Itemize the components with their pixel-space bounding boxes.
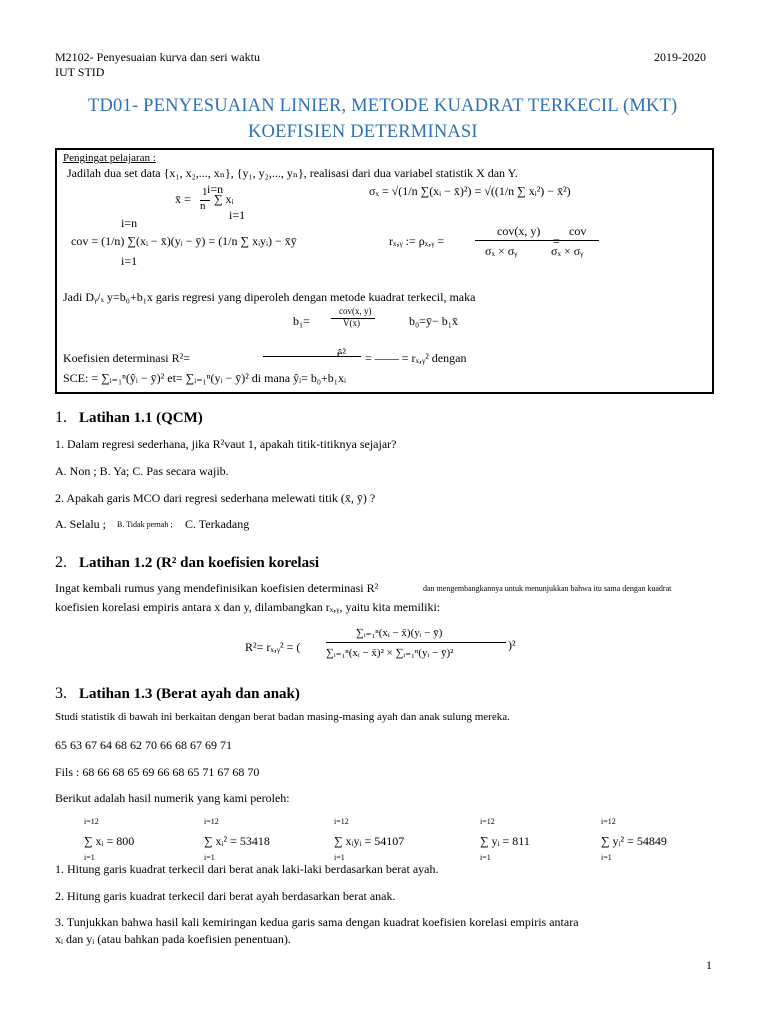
mean-sum-top: i=n bbox=[207, 182, 224, 196]
sum-2: ∑ xᵢ² = 53418 bbox=[204, 834, 270, 848]
cov-sum-top: i=n bbox=[121, 216, 138, 230]
reminder-heading: Pengingat pelajaran : bbox=[63, 152, 156, 164]
corr-num2: cov bbox=[569, 224, 587, 238]
section-2-title: Latihan 1.2 (R² dan koefisien korelasi bbox=[79, 555, 320, 571]
s3-question-3-cont: xᵢ dan yᵢ (atau bahkan pada koefisien penentuan). bbox=[55, 932, 291, 946]
r2-eq: = —— = rₓ,ᵧ² dengan bbox=[365, 351, 467, 365]
regression-line: Jadi Dᵧ/ₓ y=b₀+b₁x garis regresi yang diperoleh dengan metode kuadrat terkecil, maka bbox=[63, 290, 476, 304]
b1-num: cov(x, y) bbox=[339, 306, 372, 316]
sd-formula: σₓ = √(1/n ∑(xᵢ − x̄)²) = √((1/n ∑ xᵢ²) − x̄²) bbox=[369, 184, 571, 198]
mean-label: x̄ = bbox=[175, 192, 191, 206]
sum-3-top: i=12 bbox=[334, 817, 349, 826]
s3-intro: Studi statistik di bawah ini berkaitan dengan berat badan masing-masing ayah dan anak sulung mereka. bbox=[55, 711, 510, 723]
sum-1-top: i=12 bbox=[84, 817, 99, 826]
s2-formula-num: ∑ᵢ₌₁ⁿ(xᵢ − x̄)(yᵢ − ȳ) bbox=[356, 627, 443, 639]
s3-sons-data: Fils : 68 66 68 65 69 66 68 65 71 67 68 70 bbox=[55, 765, 260, 779]
page-number: 1 bbox=[706, 958, 712, 972]
mean-sum-bot: i=1 bbox=[229, 208, 246, 222]
mean-frac-num: 1 bbox=[202, 186, 208, 198]
academic-year: 2019-2020 bbox=[654, 50, 706, 64]
page-subtitle: KOEFISIEN DETERMINASI bbox=[248, 122, 478, 142]
sum-3: ∑ xᵢyᵢ = 54107 bbox=[334, 834, 405, 848]
sum-5-top: i=12 bbox=[601, 817, 616, 826]
s3-question-2: 2. Hitung garis kuadrat terkecil dari berat ayah berdasarkan berat anak. bbox=[55, 889, 396, 903]
sum-4-bot: i=1 bbox=[480, 853, 491, 862]
s2-formula-prefix: R²= rₓ,ᵧ² = ( bbox=[245, 640, 301, 654]
r2-top: ê² bbox=[337, 346, 346, 360]
mean-frac-den: n bbox=[200, 200, 206, 212]
r2-prefix: Koefisien determinasi R²= bbox=[63, 351, 191, 365]
sce-line: SCE: = ∑ᵢ₌₁ⁿ(ŷᵢ − ȳ)² et= ∑ᵢ₌₁ⁿ(yᵢ − ȳ)² di mana ŷᵢ= b₀+b₁xᵢ bbox=[63, 371, 346, 385]
sum-4: ∑ yᵢ = 811 bbox=[480, 834, 530, 848]
sum-1: ∑ xᵢ = 800 bbox=[84, 834, 135, 848]
sum-2-top: i=12 bbox=[204, 817, 219, 826]
sum-4-top: i=12 bbox=[480, 817, 495, 826]
section-1-number: 1. bbox=[55, 409, 67, 426]
s3-question-1: 1. Hitung garis kuadrat terkecil dari berat anak laki-laki berdasarkan berat ayah. bbox=[55, 862, 439, 876]
b1-den: V(x) bbox=[343, 318, 360, 328]
cov-formula: cov = (1/n) ∑(xᵢ − x̄)(yᵢ − ȳ) = (1/n ∑ xᵢyᵢ) − x̄ȳ bbox=[71, 234, 297, 248]
section-3-title: Latihan 1.3 (Berat ayah dan anak) bbox=[79, 686, 300, 702]
section-1-title: Latihan 1.1 (QCM) bbox=[79, 410, 203, 426]
s1-question-1: 1. Dalam regresi sederhana, jika R²vaut 1, apakah titik-titiknya sejajar? bbox=[55, 437, 397, 451]
section-3-number: 3. bbox=[55, 685, 67, 702]
sum-2-bot: i=1 bbox=[204, 853, 215, 862]
b1-label: b₁= bbox=[293, 314, 310, 328]
s1-answer-1: A. Non ; B. Ya; C. Pas secara wajib. bbox=[55, 464, 229, 478]
corr-den1: σₓ × σᵧ bbox=[485, 244, 518, 258]
s3-fathers-data: 65 63 67 64 68 62 70 66 68 67 69 71 bbox=[55, 738, 232, 752]
section-2-number: 2. bbox=[55, 554, 67, 571]
course-name: M2102- Penyesuaian kurva dan seri waktu bbox=[55, 50, 260, 64]
s1-answer-2c: C. Terkadang bbox=[185, 517, 250, 531]
cov-sum-bot: i=1 bbox=[121, 254, 138, 268]
s1-answer-2a: A. Selalu ; bbox=[55, 517, 106, 531]
s2-line-1: Ingat kembali rumus yang mendefinisikan koefisien determinasi R² bbox=[55, 581, 379, 595]
reminder-intro: Jadilah dua set data {x₁, x₂,..., xₙ}, {y₁, y₂,..., yₙ}, realisasi dari dua variabel statistik X dan Y. bbox=[67, 166, 518, 180]
corr-num1: cov(x, y) bbox=[497, 224, 541, 238]
corr-den2: σₓ × σᵧ bbox=[551, 244, 584, 258]
sum-1-bot: i=1 bbox=[84, 853, 95, 862]
mean-sum: ∑ xᵢ bbox=[214, 192, 234, 206]
sum-3-bot: i=1 bbox=[334, 853, 345, 862]
corr-label: rₓ,ᵧ := ρₓ,ᵧ = bbox=[389, 234, 445, 248]
s3-results-intro: Berikut adalah hasil numerik yang kami peroleh: bbox=[55, 791, 290, 805]
s1-answer-2b: B. Tidak pernah ; bbox=[117, 520, 173, 529]
s3-question-3: 3. Tunjukkan bahwa hasil kali kemiringan kedua garis sama dengan kuadrat koefisien korelasi empiris antara bbox=[55, 915, 579, 929]
s1-question-2: 2. Apakah garis MCO dari regresi sederhana melewati titik (x̄, ȳ) ? bbox=[55, 491, 376, 505]
s2-line-1b: dan mengembangkannya untuk menunjukkan bahwa itu sama dengan kuadrat bbox=[423, 584, 672, 593]
institution: IUT STID bbox=[55, 65, 105, 79]
sum-5-bot: i=1 bbox=[601, 853, 612, 862]
page-title: TD01- PENYESUAIAN LINIER, METODE KUADRAT TERKECIL (MKT) bbox=[88, 96, 678, 116]
b0-formula: b₀=ȳ− b₁x̄ bbox=[409, 314, 458, 328]
s2-formula-den: ∑ᵢ₌₁ⁿ(xᵢ − x̄)² × ∑ᵢ₌₁ⁿ(yᵢ − ȳ)² bbox=[326, 647, 454, 659]
s2-line-2: koefisien korelasi empiris antara x dan y, dilambangkan rₓ,ᵧ, yaitu kita memiliki: bbox=[55, 600, 441, 614]
reminder-box: Pengingat pelajaran : Jadilah dua set data {x₁, x₂,..., xₙ}, {y₁, y₂,..., yₙ}, realisasi dari dua variabel statistik X dan Y. i=n x̄ = 1 n ∑ xᵢ i=1 σₓ = √(1/n ∑(xᵢ − x̄)²) = √((1/n ∑ xᵢ²) − x̄²) i=n cov = (1/n) ∑(xᵢ − x̄)(yᵢ − ȳ) = (1/n ∑ xᵢyᵢ) − x̄ȳ i=1 rₓ,ᵧ := ρₓ,ᵧ = cov(x, y) σₓ × σᵧ = cov σₓ × σᵧ Jadi Dᵧ/ₓ y=b₀+b₁x garis regresi yang diperoleh dengan metode kuadrat terkecil, maka b₁= cov(x, y) V(x) b₀=ȳ− b₁x̄ Koefisien determinasi R²= ê² = —— = rₓ,ᵧ² dengan SCE: = ∑ᵢ₌₁ⁿ(ŷᵢ − ȳ)² et= ∑ᵢ₌₁ⁿ(yᵢ − ȳ)² di mana ŷᵢ= b₀+b₁xᵢ bbox=[55, 148, 714, 394]
sum-5: ∑ yᵢ² = 54849 bbox=[601, 834, 667, 848]
s2-formula-suffix: )² bbox=[508, 638, 516, 652]
